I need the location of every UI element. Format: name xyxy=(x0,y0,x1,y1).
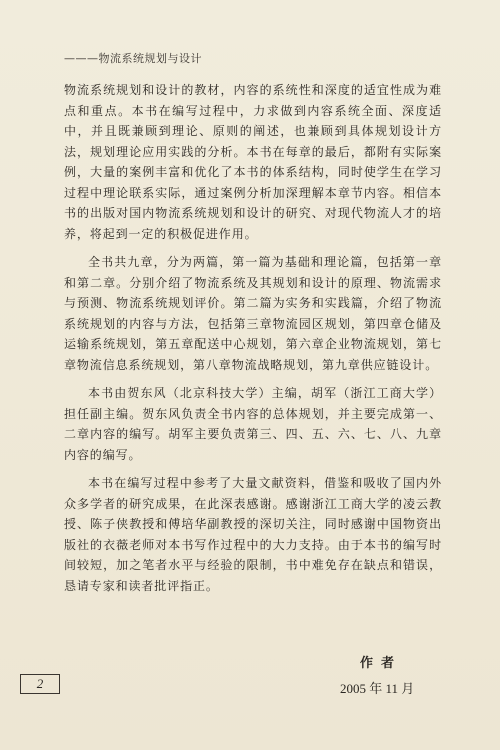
page-number: 2 xyxy=(36,676,44,691)
paragraph-4: 本书在编写过程中参考了大量文献资料，借鉴和吸收了国内外众多学者的研究成果，在此深表感谢。感谢浙江工商大学的凌云教授、陈子侠教授和傅培华副教授的深切关注，同时感谢中国物资出版社的衣薇老师对本书写作过程中的大力支持。由于本书的编写时间较短，加之笔者水平与经验的限制，书中难免存在缺点和错误，恳请专家和读者批评指正。 xyxy=(64,476,442,593)
paragraph-1: 物流系统规划和设计的教材，内容的系统性和深度的适宜性成为难点和重点。本书在编写过程中，力求做到内容系统全面、深度适中，并且既兼顾到理论、原则的阐述，也兼顾到具体规划设计方法，规划理论应用实践的分析。本书在每章的最后，都附有实际案例，大量的案例丰富和优化了本书的体系结构，同时使学生在学习过程中理论联系实际，通过案例分析加深理解本章节内容。相信本书的出版对国内物流系统规划和设计的研究、对现代物流人才的培养，将起到一定的积极促进作用。 xyxy=(64,83,442,241)
date-line: 2005 年 11 月 xyxy=(340,681,415,696)
page-number-box xyxy=(20,674,60,694)
paragraph-3: 本书由贺东风（北京科技大学）主编，胡军（浙江工商大学）担任副主编。贺东风负责全书内容的总体规划，并主要完成第一、二章内容的编写。胡军主要负责第三、四、五、六、七、八、九章内容的编写。 xyxy=(64,386,442,462)
paragraph-2: 全书共九章，分为两篇，第一篇为基础和理论篇，包括第一章和第二章。分别介绍了物流系统及其规划和设计的原理、物流需求与预测、物流系统规划评价。第二篇为实务和实践篇，介绍了物流系统规划的内容与方法，包括第三章物流园区规划，第四章仓储及运输系统规划，第五章配送中心规划，第六章企业物流规划，第七章物流信息系统规划，第八章物流战略规划，第九章供应链设计。 xyxy=(64,255,442,372)
author-signature: 作者 xyxy=(360,656,403,671)
body-text xyxy=(64,80,442,604)
running-head: ———物流系统规划与设计 xyxy=(64,52,202,65)
